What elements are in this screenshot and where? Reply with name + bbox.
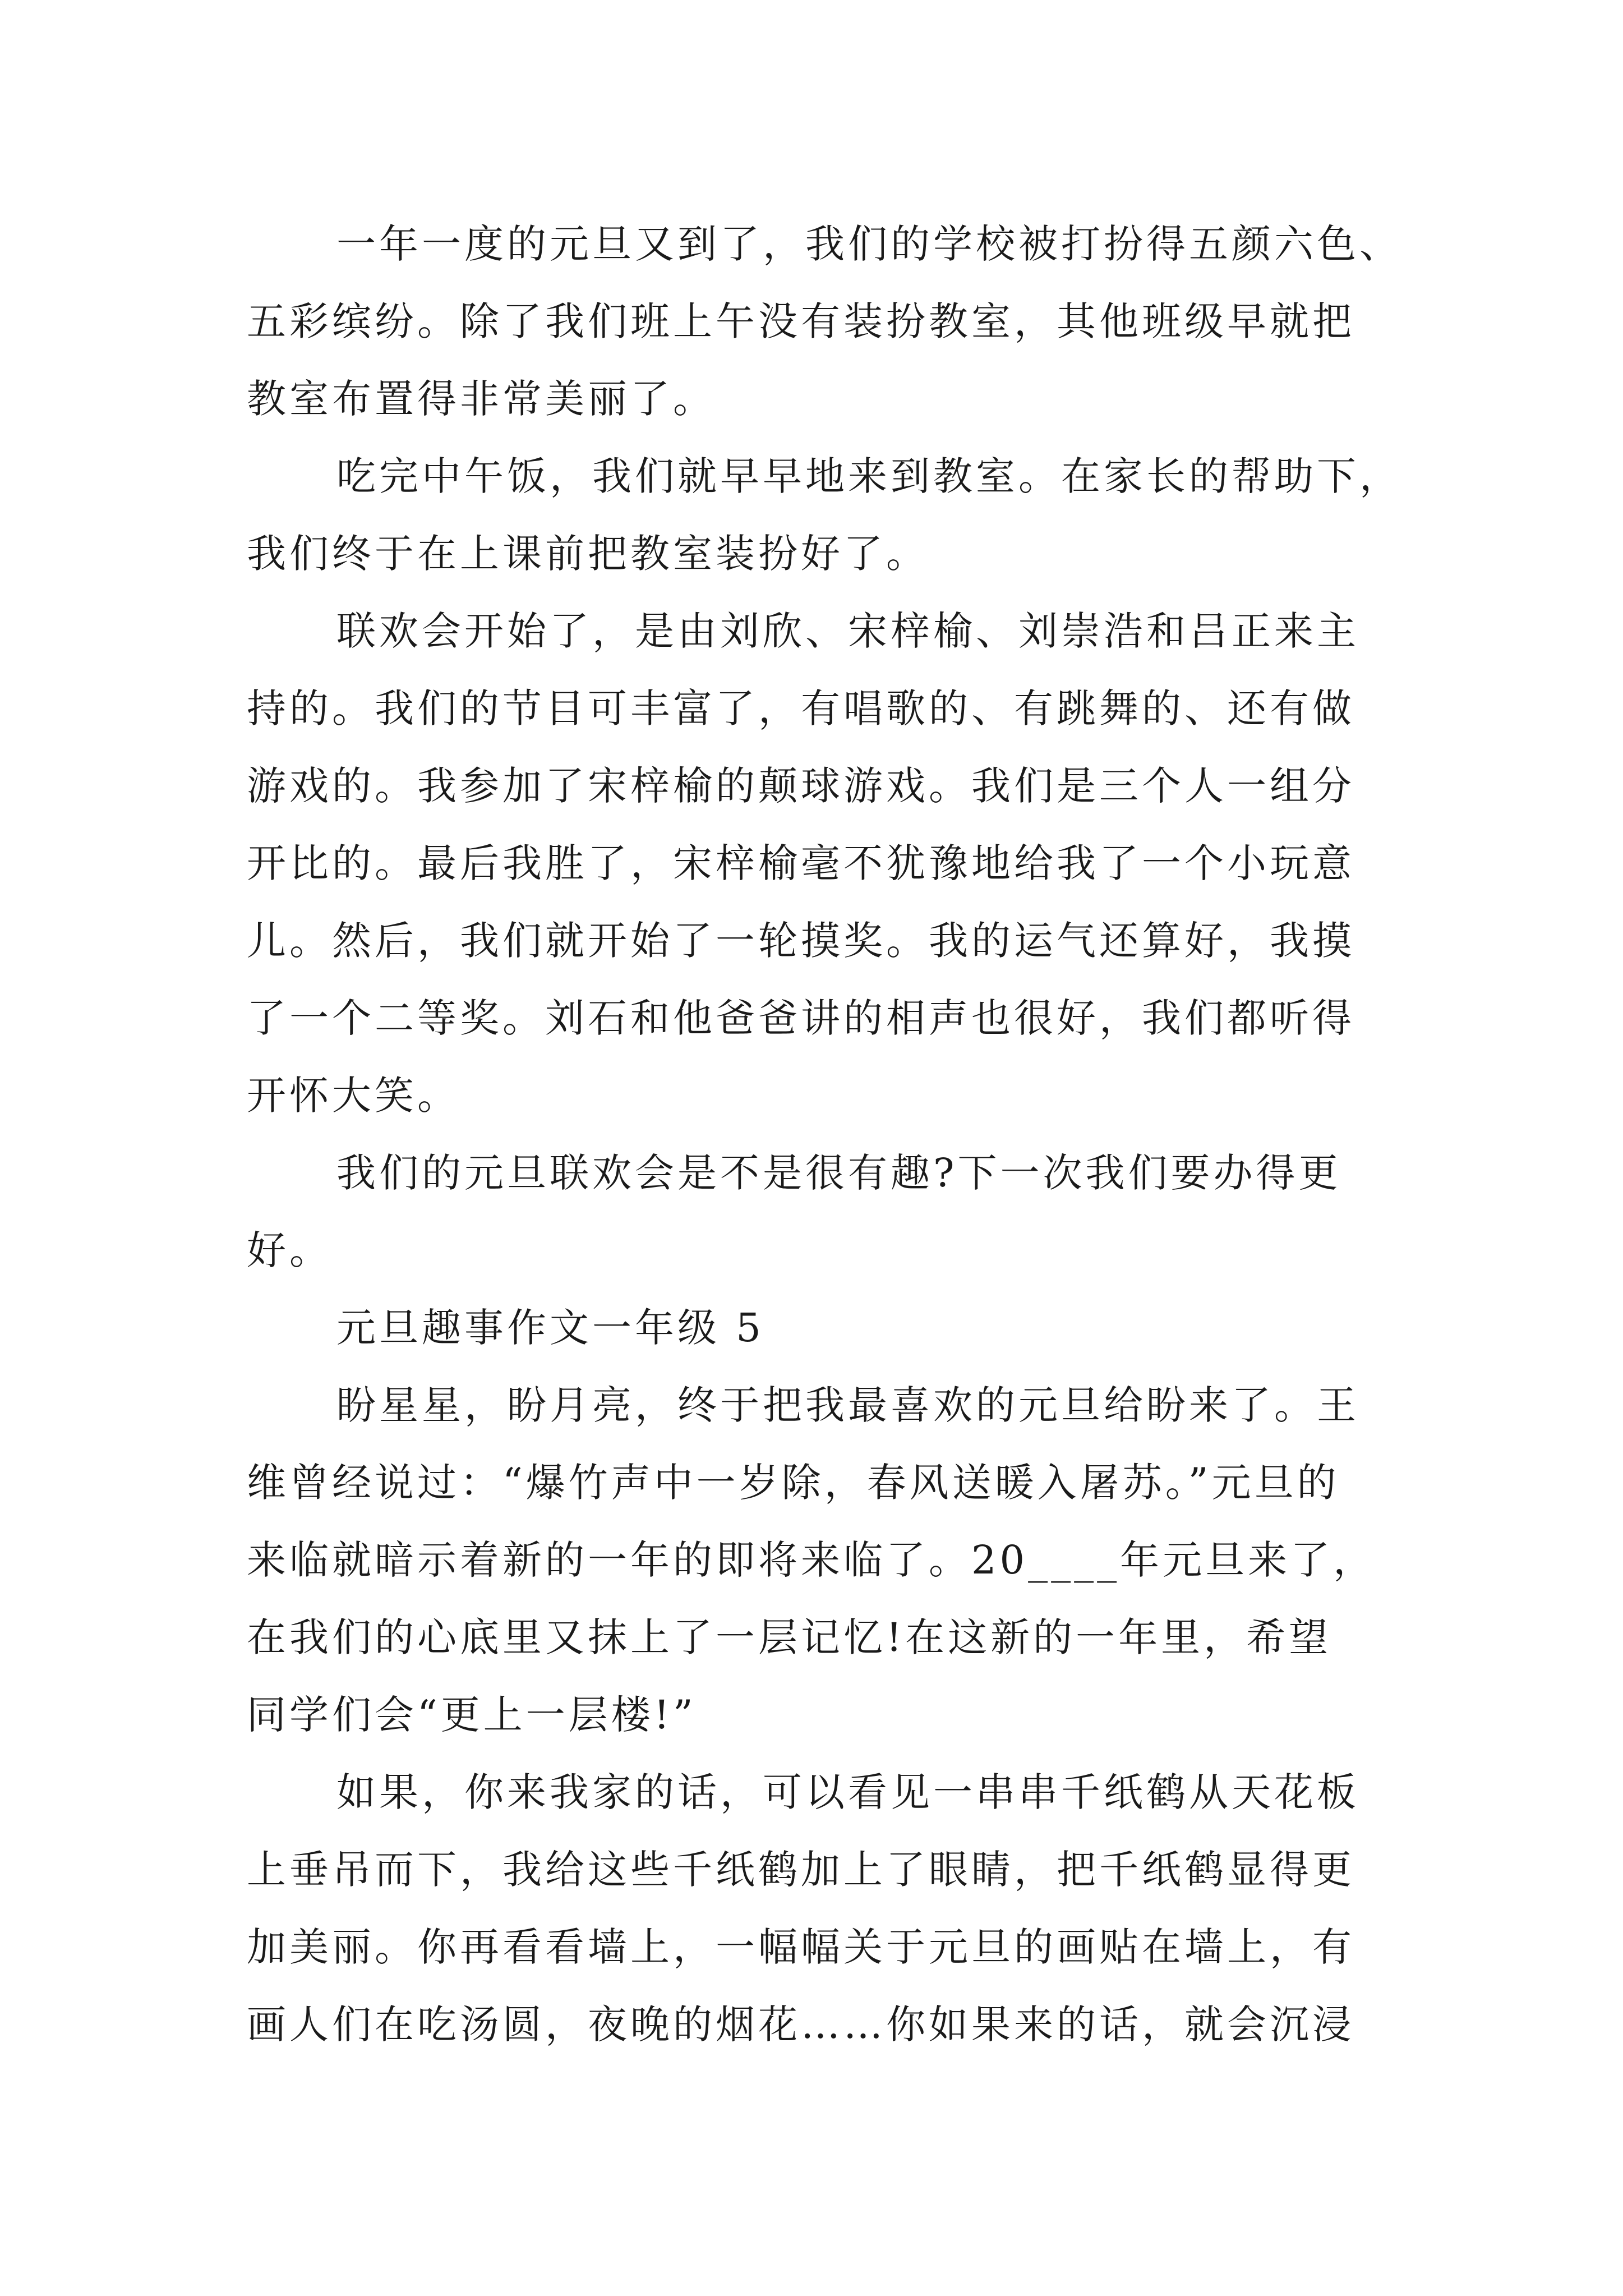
text-line: 游戏的。我参加了宋梓榆的颠球游戏。我们是三个人一组分 <box>247 763 1355 809</box>
text-line: 加美丽。你再看看墙上，一幅幅关于元旦的画贴在墙上，有 <box>247 1924 1355 1970</box>
text-line: 同学们会“更上一层楼!” <box>247 1692 697 1738</box>
text-line: 好。 <box>247 1227 332 1273</box>
text-line: 吃完中午饭，我们就早早地来到教室。在家长的帮助下， <box>336 453 1402 499</box>
text-line: 持的。我们的节目可丰富了，有唱歌的、有跳舞的、还有做 <box>247 685 1355 731</box>
text-line: 画人们在吃汤圆，夜晚的烟花……你如果来的话，就会沉浸 <box>247 2001 1355 2047</box>
text-line: 开比的。最后我胜了，宋梓榆毫不犹豫地给我了一个小玩意 <box>247 840 1355 886</box>
text-line: 盼星星，盼月亮，终于把我最喜欢的元旦给盼来了。王 <box>336 1382 1359 1428</box>
text-line: 开怀大笑。 <box>247 1073 460 1119</box>
text-line: 上垂吊而下，我给这些千纸鹤加上了眼睛，把千纸鹤显得更 <box>247 1847 1355 1893</box>
text-line: 联欢会开始了，是由刘欣、宋梓榆、刘崇浩和吕正来主 <box>336 608 1359 654</box>
text-line: 我们的元旦联欢会是不是很有趣?下一次我们要办得更 <box>336 1150 1341 1196</box>
section-heading: 元旦趣事作文一年级 5 <box>336 1305 764 1351</box>
text-line: 在我们的心底里又抹上了一层记忆!在这新的一年里，希望 <box>247 1614 1332 1660</box>
text-line: 教室布置得非常美丽了。 <box>247 376 716 422</box>
text-line: 来临就暗示着新的一年的即将来临了。20____年元旦来了， <box>247 1537 1376 1583</box>
text-line: 了一个二等奖。刘石和他爸爸讲的相声也很好，我们都听得 <box>247 995 1355 1041</box>
text-line: 儿。然后，我们就开始了一轮摸奖。我的运气还算好，我摸 <box>247 918 1355 964</box>
text-line: 如果，你来我家的话，可以看见一串串千纸鹤从天花板 <box>336 1769 1359 1815</box>
text-line: 我们终于在上课前把教室装扮好了。 <box>247 531 929 577</box>
text-line: 一年一度的元旦又到了，我们的学校被打扮得五颜六色、 <box>336 221 1402 267</box>
text-line: 五彩缤纷。除了我们班上午没有装扮教室，其他班级早就把 <box>247 298 1355 344</box>
text-line: 维曾经说过：“爆竹声中一岁除，春风送暖入屠苏。”元旦的 <box>247 1460 1340 1506</box>
